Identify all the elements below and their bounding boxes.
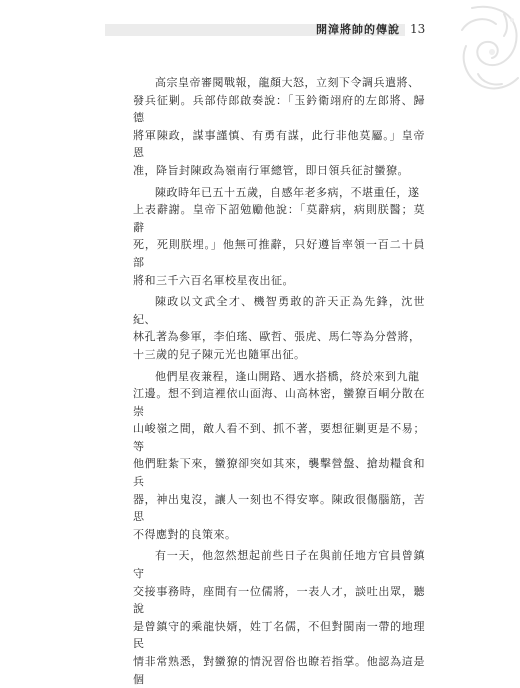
paragraph: 他們星夜兼程，逢山開路、遇水搭橋，終於來到九龍 江邊。想不到這裡依山面海、山高林密，蠻獠百峒分散在崇 山峻嶺之間，敵人看不到、抓不著，要想征剿更是不易；等 他們駐紮下來，蠻獠卻突如其來，襲擊營盤、搶劫糧食和兵 器，神出鬼沒，讓人一刻也不得安寧。陳政很傷腦筋，苦思 不得應對的良策來。 — [133, 369, 425, 541]
paragraph: 有一天，他忽然想起前些日子在與前任地方官員曾鎮守 交接事務時，座間有一位儒將，一表人才，談吐出眾，聽說 是曾鎮守的乘龍快婿，姓丁名儒，不但對閩南一帶的地理民 情非常熟悉，對蠻獠的情況習俗也瞭若指掌。他認為這是個 — [133, 549, 425, 686]
paragraph: 陳政以文武全才、機智勇敢的許天正為先鋒，沈世紀、 林孔著為參軍，李伯瑤、歐哲、張虎、馬仁等為分營將， 十三歲的兒子陳元光也隨軍出征。 — [133, 295, 425, 361]
paragraph: 陳政時年已五十五歲，自感年老多病，不堪重任，遂 上表辭謝。皇帝下詔勉勵他說：「莫辭病，病則朕醫；莫辭 死，死則朕埋。」他無可推辭，只好遵旨率領一百二十員部 將和三千六百名軍校星夜出征。 — [133, 185, 425, 287]
running-title: 開漳將帥的傳說 — [316, 23, 400, 36]
paragraph: 高宗皇帝審閱戰報，龍顏大怒，立刻下令調兵遣將、 發兵征剿。兵部侍郎啟奏說：「玉鈐衛翊府的左郎將、歸德 將軍陳政，謀事謹慎、有勇有謀，此行非他莫屬。」皇帝恩 准，降旨封陳政為嶺南行軍總管，即日領兵征討蠻獠。 — [133, 76, 425, 177]
decorative-ornament-icon — [442, 0, 520, 100]
body-text — [133, 74, 425, 688]
page-number: 13 — [410, 22, 426, 36]
